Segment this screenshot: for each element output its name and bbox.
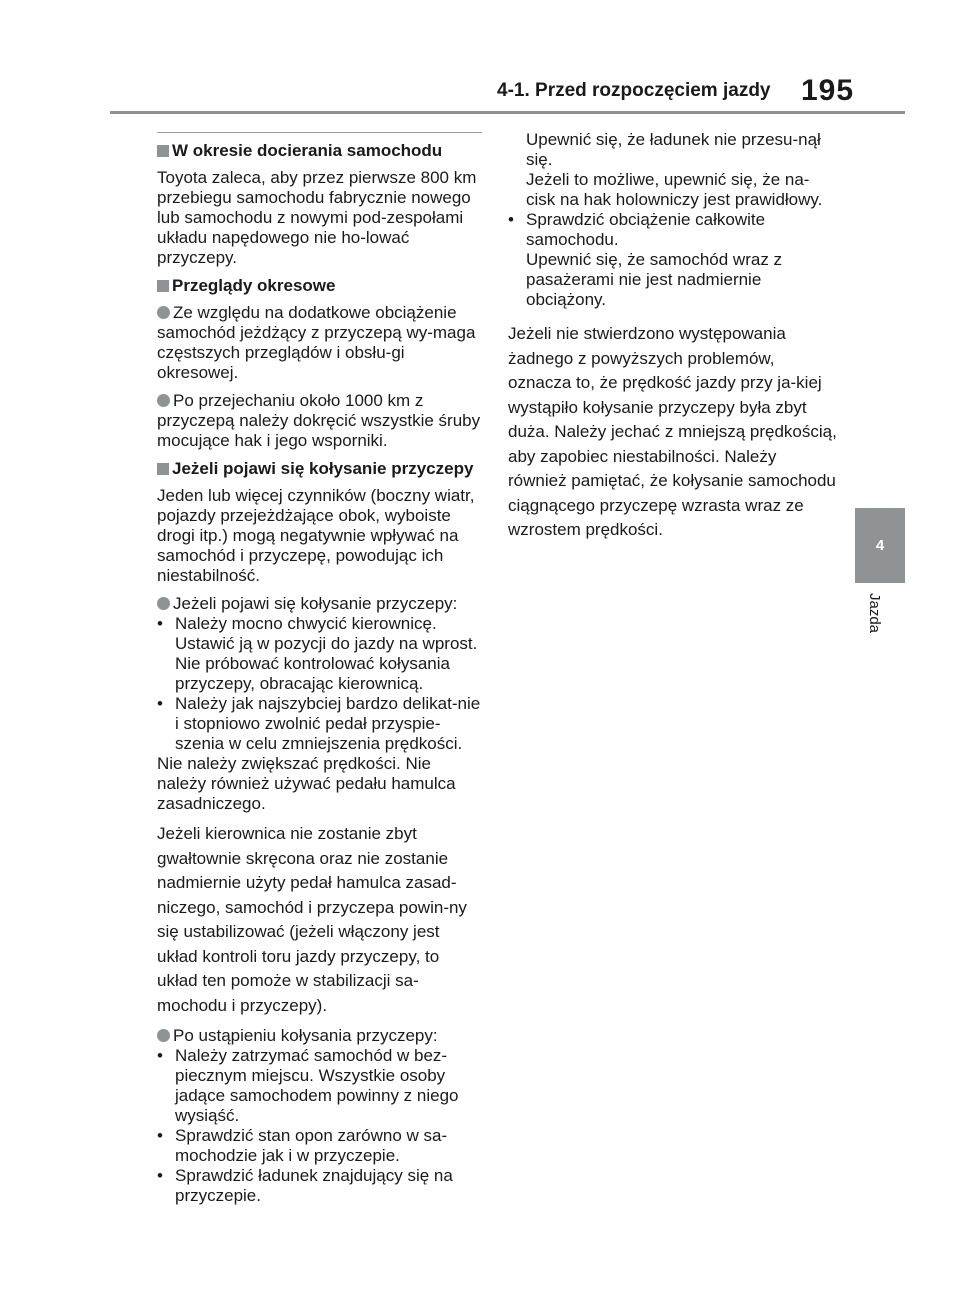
list-item: • Sprawdzić ładunek znajdujący się na przyczepie. xyxy=(157,1166,453,1205)
chapter-number: 4 xyxy=(875,537,885,554)
item-additional-load: Ze względu na dodatkowe obciążenie samochód jeżdżący z przyczepą wy-maga częstszych przeglądów i obsłu-gi okresowej. xyxy=(157,303,476,382)
item-bolts: Po przejechaniu około 1000 km z przyczepą należy dokręcić wszystkie śruby mocujące hak i jego wsporniki. xyxy=(157,391,481,450)
list-item: • Należy jak najszybciej bardzo delikat-nie i stopniowo zwolnić pedał przyspie-szenia w celu zmniejszenia prędkości. xyxy=(157,694,481,753)
chapter-tab xyxy=(855,508,905,583)
circle-bullet-icon xyxy=(157,394,170,407)
heading-break-in: W okresie docierania samochodu xyxy=(157,141,482,161)
left-column xyxy=(157,132,482,1206)
paragraph-conclusion: Jeżeli nie stwierdzono występowania żadnego z powyższych problemów, oznacza to, że prędkość jazdy przy ja-kiej wystąpiło kołysanie przyczepy była zbyt duża. Należy jechać z mniejszą prędkością, aby zapobiec niestabilności. Należy również pamiętać, że kołysanie samochodu ciągnącego przyczepę wzrasta wraz ze wzrostem prędkości. xyxy=(508,324,837,539)
list-item-continuation: Nie próbować kontrolować kołysania przyczepy, obracając kierownicą. xyxy=(175,654,450,693)
header-rule xyxy=(110,111,905,114)
heading-sway: Jeżeli pojawi się kołysanie przyczepy xyxy=(157,459,482,479)
square-marker-icon xyxy=(157,280,169,292)
after-sway-procedure: Po ustąpieniu kołysania przyczepy: • Należy zatrzymać samochód w bez-piecznym miejscu. Wszystkie osoby jadące samochodem powinny z niego wysiąść. • Sprawdzić stan opon zarówno w sa-mochodzie jak i w przyczepie. • Sprawdzić ładunek znajdujący się na przyczepie. xyxy=(157,1026,482,1206)
paragraph-break-in: Toyota zaleca, aby przez pierwsze 800 km przebiegu samochodu fabrycznie nowego lub samochodu z nowymi pod-zespołami układu napędowego nie ho-lować przyczepy. xyxy=(157,168,477,267)
list-item-continuation: Upewnić się, że samochód wraz z pasażerami nie jest nadmiernie obciążony. xyxy=(526,250,783,309)
heading-inspections: Przeglądy okresowe xyxy=(157,276,482,296)
paragraph-sway-causes: Jeden lub więcej czynników (boczny wiatr, pojazdy przejeżdżające obok, wyboiste drogi itp.) mogą negatywnie wpływać na samochód i przyczepę, powodując ich niestabilność. xyxy=(157,486,475,585)
list-item: • Należy zatrzymać samochód w bez-piecznym miejscu. Wszystkie osoby jadące samochodem powinny z niego wysiąść. xyxy=(157,1046,459,1125)
column-rule xyxy=(157,132,482,133)
square-marker-icon xyxy=(157,145,169,157)
chapter-label: Jazda xyxy=(866,593,883,634)
page-number: 195 xyxy=(801,74,855,107)
sway-procedure: Jeżeli pojawi się kołysanie przyczepy: • Należy mocno chwycić kierownicę. Ustawić ją w pozycji do jazdy na wprost. Nie próbować kontrolować kołysania przyczepy, obracając kierownicą. • Należy jak najszybciej bardzo delikat-nie i stopniowo zwolnić pedał przyspie-szenia w celu zmniejszenia prędkości. xyxy=(157,594,481,753)
circle-bullet-icon xyxy=(157,306,170,319)
section-title: 4-1. Przed rozpoczęciem jazdy xyxy=(497,80,771,101)
list-item-continuation: Upewnić się, że ładunek nie przesu-nął się. xyxy=(526,130,821,169)
circle-bullet-icon xyxy=(157,1029,170,1042)
list-item: • Należy mocno chwycić kierownicę. Ustawić ją w pozycji do jazdy na wprost. xyxy=(157,614,478,653)
paragraph-stabilization: Jeżeli kierownica nie zostanie zbyt gwałtownie skręcona oraz nie zostanie nadmiernie użyty pedał hamulca zasad-niczego, samochód i przyczepa powin-ny się ustabilizować (jeżeli włączony jest układ kontroli toru jazdy przyczepy, to układ ten pomoże w stabilizacji sa-mochodu i przyczepy). xyxy=(157,824,467,1015)
list-item: • Sprawdzić stan opon zarówno w sa-mochodzie jak i w przyczepie. xyxy=(157,1126,448,1165)
right-column xyxy=(508,130,838,551)
paragraph-no-acceleration: Nie należy zwiększać prędkości. Nie należy również używać pedału hamulca zasadniczego. xyxy=(157,754,456,813)
circle-bullet-icon xyxy=(157,597,170,610)
list-item: • Sprawdzić obciążenie całkowite samochodu. xyxy=(508,210,766,249)
list-item-continuation: Jeżeli to możliwe, upewnić się, że na-cisk na hak holowniczy jest prawidłowy. xyxy=(526,170,823,209)
square-marker-icon xyxy=(157,463,169,475)
